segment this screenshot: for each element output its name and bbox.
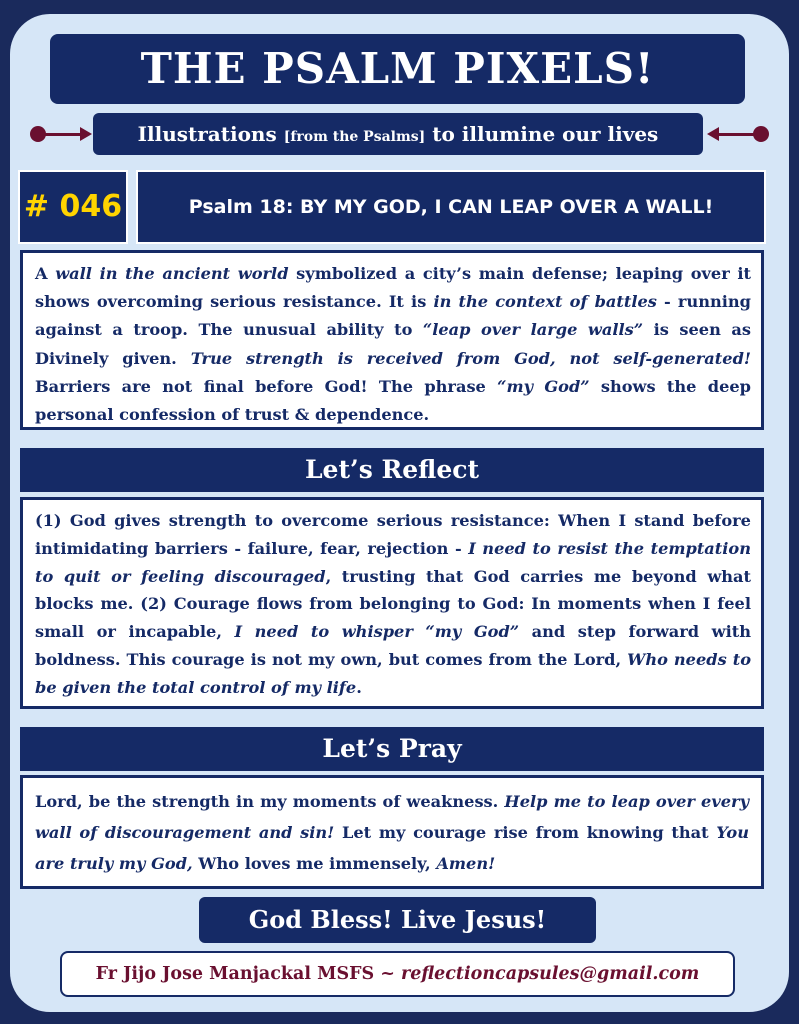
page-title: THE PSALM PIXELS! — [50, 34, 745, 104]
subtitle-post: to illumine our lives — [432, 122, 659, 146]
body-text: Barriers are not final before God! The phrase — [35, 376, 498, 396]
emphasis-text: I need to resist the temptation to quit or feeling discouraged — [35, 538, 751, 586]
subtitle-mid: [from the Psalms] — [283, 129, 426, 145]
body-text: symbolized a city’s main defense; leaping over it shows overcoming serious resistance. It is — [35, 264, 752, 312]
emphasis-text: in the context of battles — [433, 292, 657, 312]
emphasis-text: I need to whisper “my God” — [234, 622, 520, 642]
emphasis-text: wall in the ancient world — [55, 264, 289, 283]
author-email[interactable]: reflectioncapsules@gmail.com — [401, 964, 700, 984]
emphasis-text: Amen! — [436, 854, 496, 873]
body-text: Lord, be the strength in my moments of weakness. — [35, 792, 505, 811]
body-text: and step forward with boldness. This courage is not my own, but comes from the Lord, — [35, 622, 752, 669]
body-text: Let my courage rise from knowing that — [334, 823, 717, 842]
right-arrow-icon — [707, 124, 769, 144]
psalm-heading: Psalm 18: BY MY GOD, I CAN LEAP OVER A WALL! — [136, 170, 766, 244]
pray-heading: Let’s Pray — [20, 727, 764, 771]
body-text: (1) God gives strength to overcome serious resistance: When I stand before intimidating barriers - failure, fear, rejection - — [35, 511, 751, 558]
body-text: shows the deep personal confession of trust & dependence. — [35, 376, 751, 425]
emphasis-text: True strength is received from God, not self-generated! — [190, 348, 751, 368]
emphasis-text: “my God” — [497, 376, 590, 396]
author-credit — [60, 951, 735, 997]
author-name: Fr Jijo Jose Manjackal MSFS ~ — [95, 964, 402, 984]
body-text: A — [35, 264, 56, 283]
reflect-heading: Let’s Reflect — [20, 448, 764, 492]
body-text: , trusting that God carries me beyond what blocks me. (2) Courage flows from belonging to God: In moments when I feel small or incapable, — [35, 566, 752, 642]
emphasis-text: “leap over large walls” — [422, 320, 644, 340]
emphasis-text: Help me to leap over every wall of discouragement and sin! — [35, 792, 749, 842]
blessing-banner: God Bless! Live Jesus! — [199, 897, 596, 943]
subtitle-pre: Illustrations — [137, 122, 277, 146]
left-arrow-icon — [30, 124, 92, 144]
pray-text — [20, 775, 764, 889]
emphasis-text: You are truly my God, — [35, 823, 749, 873]
reflect-text — [20, 497, 764, 709]
intro-text — [20, 250, 764, 430]
body-text: Who loves me immensely, — [192, 854, 437, 873]
emphasis-text: Who needs to be given the total control of my life — [35, 649, 751, 697]
subtitle — [93, 113, 703, 155]
psalm-number: # 046 — [18, 170, 128, 244]
body-text: . — [356, 677, 362, 697]
body-text: - running against a troop. The unusual ability to — [35, 292, 751, 340]
body-text: is seen as Divinely given. — [35, 320, 751, 368]
